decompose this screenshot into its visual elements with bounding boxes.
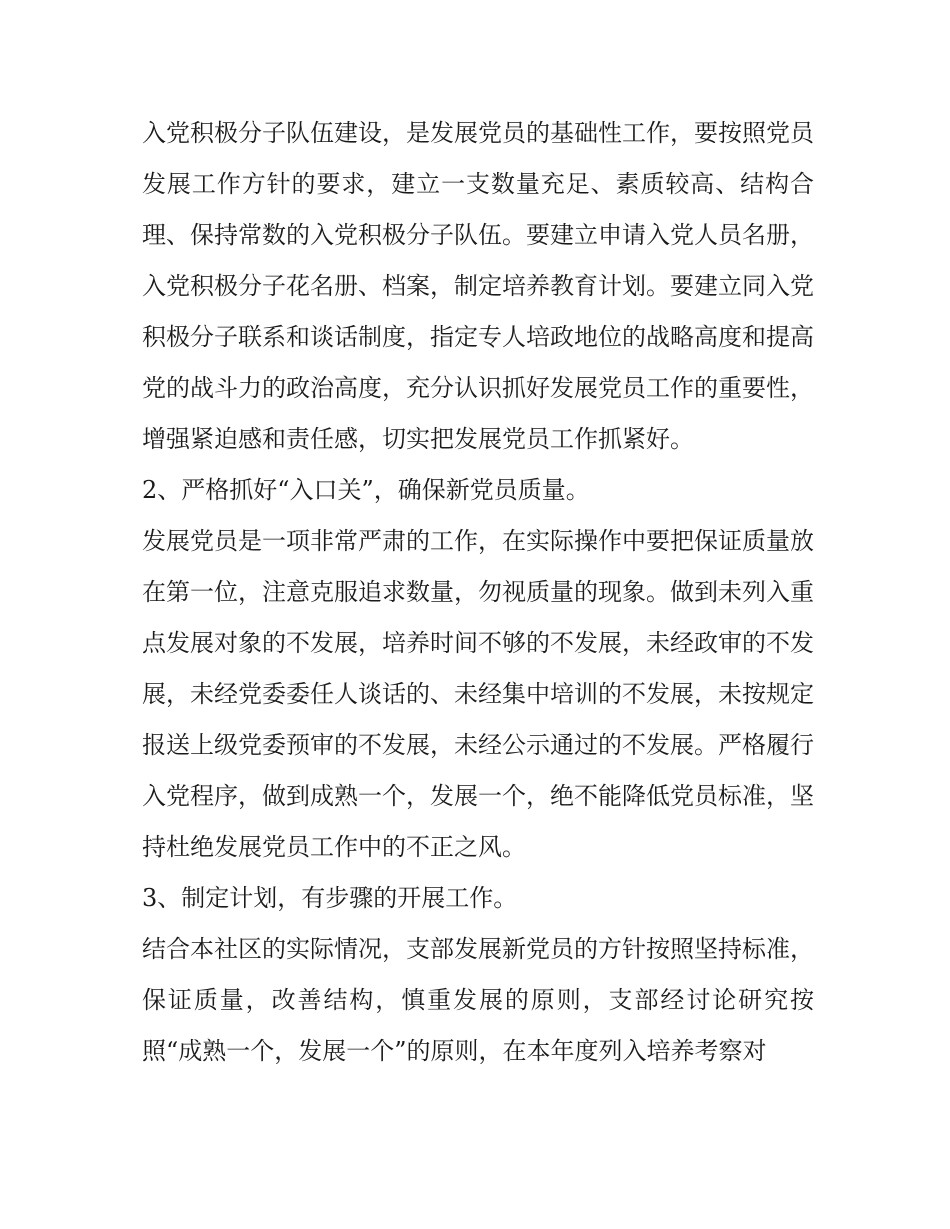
heading-entry-gate: 2、严格抓好“入口关”，确保新党员质量。 [142, 476, 590, 504]
paragraph-activist-team: 入党积极分子队伍建设，是发展党员的基础性工作，要按照党员发展工作方针的要求，建立一支数量充足、素质较高、结构合理、保持常数的入党积极分子队伍。要建立申请入党人员名册，入党积极分子花名册、档案，制定培养教育计划。要建立同入党积极分子联系和谈话制度，指定专人培政地位的战略高度和提高党的战斗力的政治高度，充分认识抓好发展党员工作的重要性，增强紧迫感和责任感，切实把发展党员工作抓紧好。 [142, 119, 814, 453]
heading-plan-steps: 3、制定计划，有步骤的开展工作。 [142, 884, 518, 912]
paragraph-quality-first: 发展党员是一项非常严肃的工作，在实际操作中要把保证质量放在第一位，注意克服追求数量，勿视质量的现象。做到未列入重点发展对象的不发展，培养时间不够的不发展，未经政审的不发展，未经党委委任人谈话的、未经集中培训的不发展，未按规定报送上级党委预审的不发展，未经公示通过的不发展。严格履行入党程序，做到成熟一个，发展一个，绝不能降低党员标准，坚持杜绝发展党员工作中的不正之风。 [142, 527, 814, 861]
document-body [142, 108, 814, 1077]
paragraph-community-plan: 结合本社区的实际情况，支部发展新党员的方针按照坚持标准，保证质量，改善结构，慎重发展的原则，支部经讨论研究按照“成熟一个，发展一个”的原则，在本年度列入培养考察对 [142, 935, 814, 1065]
